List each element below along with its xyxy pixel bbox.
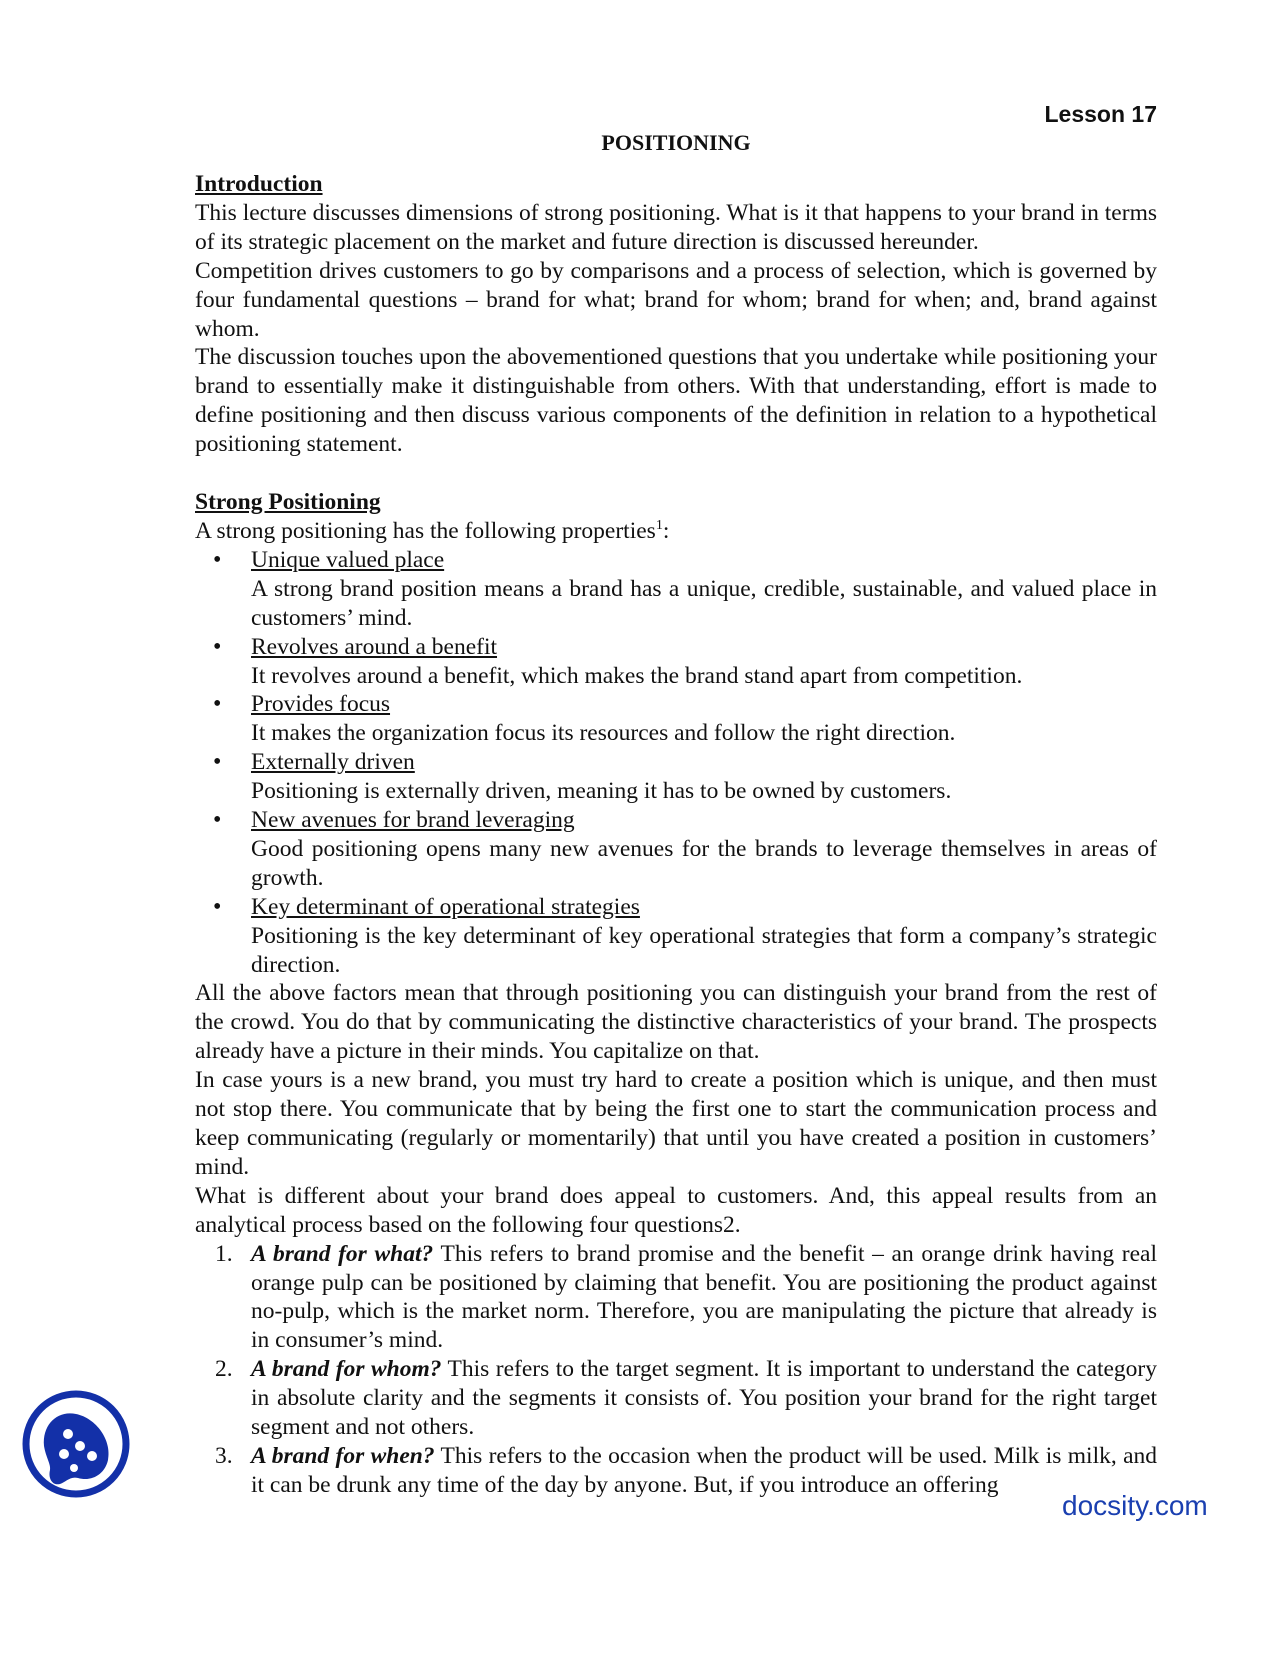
property-title: • Unique valued place bbox=[251, 546, 445, 573]
property-text: Positioning is externally driven, meaning it has to be owned by customers. bbox=[251, 778, 952, 805]
question-title: A brand for whom? bbox=[251, 1356, 442, 1383]
lesson-number: Lesson 17 bbox=[1044, 101, 1157, 127]
question-title: A brand for when? bbox=[251, 1442, 435, 1469]
property-title: • Provides focus bbox=[251, 691, 391, 718]
list-item bbox=[195, 893, 1157, 980]
question-text: This refers to the occasion when the product will be used. Milk is milk, and it can be drunk any time of the day by anyone. But, if you introduce an offering bbox=[251, 1442, 1158, 1498]
list-item bbox=[195, 546, 1157, 633]
list-item bbox=[195, 1355, 1157, 1442]
question-number: 1. bbox=[215, 1240, 233, 1267]
question-number: 2. bbox=[215, 1356, 233, 1383]
intro-heading: Introduction bbox=[195, 171, 323, 197]
footnote-ref: 1 bbox=[655, 517, 663, 534]
section-gap bbox=[195, 459, 1157, 488]
property-text: It revolves around a benefit, which makes the brand stand apart from competition. bbox=[251, 662, 1023, 689]
intro-paragraph: Competition drives customers to go by comparisons and a process of selection, which is governed by four fundamental questions – brand for what; brand for whom; brand for when; and, brand against whom. bbox=[195, 257, 1157, 342]
question-title: A brand for what? bbox=[251, 1240, 434, 1267]
page-title: POSITIONING bbox=[601, 130, 751, 155]
property-text: Positioning is the key determinant of key operational strategies that form a company’s strategic direction. bbox=[251, 922, 1157, 978]
body-paragraph: All the above factors mean that through positioning you can distinguish your brand from the rest of the crowd. You do that by communicating the distinctive characteristics of your brand. The prospects already have a picture in their minds. You capitalize on that. bbox=[195, 980, 1157, 1065]
body-paragraph: In case yours is a new brand, you must try hard to create a position which is unique, and then must not stop there. You communicate that by being the first one to start the communication process and keep communicating (regularly or momentarily) that until you have created a position in customers’ mind. bbox=[195, 1067, 1157, 1180]
intro-paragraph: This lecture discusses dimensions of strong positioning. What is it that happens to your brand in terms of its strategic placement on the market and future direction is discussed hereunder. bbox=[195, 199, 1157, 255]
properties-list bbox=[195, 546, 1157, 980]
questions-list bbox=[195, 1240, 1157, 1500]
strong-positioning-lead bbox=[195, 517, 1157, 546]
list-item bbox=[195, 748, 1157, 806]
docsity-logo-icon bbox=[20, 1388, 132, 1500]
property-title: • New avenues for brand leveraging bbox=[251, 807, 575, 834]
list-item bbox=[195, 1240, 1157, 1356]
intro-paragraph: The discussion touches upon the abovementioned questions that you undertake while positioning your brand to essentially make it distinguishable from others. With that understanding, effort is made to define positioning and then discuss various components of the definition in relation to a hypothetical positioning statement. bbox=[195, 344, 1157, 458]
list-item bbox=[195, 633, 1157, 691]
list-item bbox=[195, 690, 1157, 748]
question-number: 3. bbox=[215, 1442, 233, 1469]
property-title: • Key determinant of operational strategies bbox=[251, 893, 640, 920]
property-text: A strong brand position means a brand has a unique, credible, sustainable, and valued place in customers’ mind. bbox=[251, 575, 1157, 631]
document-page bbox=[195, 100, 1157, 1500]
property-text: Good positioning opens many new avenues for the brands to leverage themselves in areas of growth. bbox=[251, 835, 1157, 891]
property-text: It makes the organization focus its resources and follow the right direction. bbox=[251, 720, 956, 747]
list-item bbox=[195, 806, 1157, 893]
docsity-watermark[interactable]: docsity.com bbox=[1062, 1490, 1208, 1521]
property-title: • Externally driven bbox=[251, 749, 415, 776]
body-paragraph: What is different about your brand does appeal to customers. And, this appeal results from an analytical process based on the following four questions2. bbox=[195, 1182, 1157, 1238]
strong-positioning-heading: Strong Positioning bbox=[195, 489, 381, 516]
lead-text: A strong positioning has the following properties bbox=[195, 517, 656, 544]
list-item bbox=[195, 1442, 1157, 1500]
question-text: This refers to the target segment. It is important to understand the category in absolute clarity and the segments it consists of. You position your brand for the right target segment and not others. bbox=[251, 1356, 1157, 1441]
property-title: • Revolves around a benefit bbox=[251, 633, 498, 660]
question-text: This refers to brand promise and the benefit – an orange drink having real orange pulp can be positioned by claiming that benefit. You are positioning the product against no-pulp, which is the market norm. Therefore, you are manipulating the picture that already is in consumer’s mind. bbox=[251, 1240, 1157, 1354]
lead-colon: : bbox=[662, 517, 670, 544]
